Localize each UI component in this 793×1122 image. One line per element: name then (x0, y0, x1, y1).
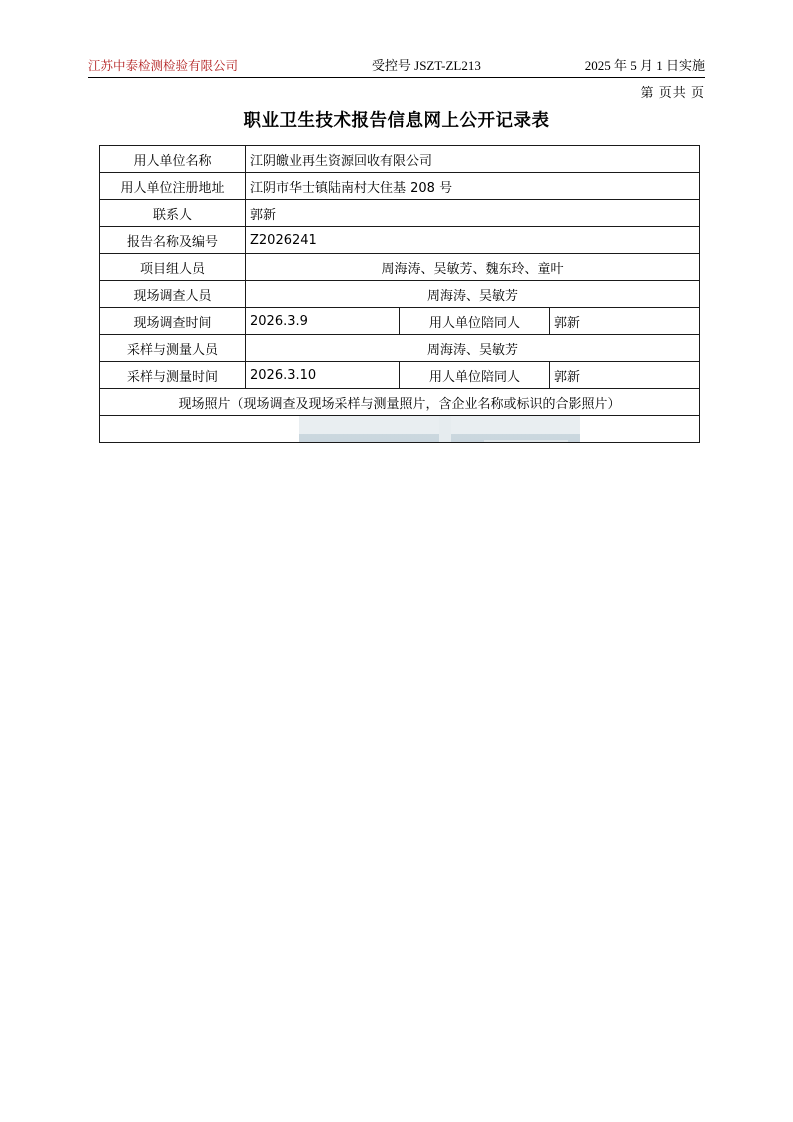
row-value-report-no: Z2026241 (246, 227, 700, 254)
record-table (99, 145, 700, 443)
row-value-sampling-staff: 周海涛、吴敏芳 (246, 335, 700, 362)
table-row (100, 173, 700, 200)
photo-collage (104, 416, 695, 442)
table-row (100, 200, 700, 227)
page-title: 职业卫生技术报告信息网上公开记录表 (243, 111, 550, 131)
table-row (100, 308, 700, 335)
photo-section-header: 现场照片（现场调查及现场采样与测量照片，含企业名称或标识的合影照片） (100, 389, 700, 416)
row-label-sampling-staff: 采样与测量人员 (100, 335, 246, 362)
header-row (88, 55, 705, 78)
row-label-contact: 联系人 (100, 200, 246, 227)
row-value-sampling-accompany: 郭新 (550, 362, 700, 389)
table-row (100, 146, 700, 173)
company-name: 江苏中泰检测检验有限公司 (88, 58, 239, 73)
table-row (100, 227, 700, 254)
table-row (100, 362, 700, 389)
row-label-address: 用人单位注册地址 (100, 173, 246, 200)
row-value-project-team: 周海涛、吴敏芳、魏东玲、童叶 (246, 254, 700, 281)
table-row (100, 335, 700, 362)
table-row (100, 281, 700, 308)
row-label-survey-staff: 现场调查人员 (100, 281, 246, 308)
row-label-project-team: 项目组人员 (100, 254, 246, 281)
row-value-survey-staff: 周海涛、吴敏芳 (246, 281, 700, 308)
page-header (88, 55, 705, 101)
row-label-sampling-time: 采样与测量时间 (100, 362, 246, 389)
photo-cell (100, 416, 700, 443)
row-label-survey-accompany: 用人单位陪同人 (400, 308, 550, 335)
photo-side-grille (484, 440, 568, 442)
row-label-survey-time: 现场调查时间 (100, 308, 246, 335)
control-number: 受控号 JSZT-ZL213 (371, 58, 481, 73)
photo-cab-pillar (439, 416, 451, 442)
row-value-sampling-time: 2026.3.10 (246, 362, 400, 389)
row-label-sampling-accompany: 用人单位陪同人 (400, 362, 550, 389)
row-label-report-no: 报告名称及编号 (100, 227, 246, 254)
page-number-label: 第 页共 页 (640, 85, 705, 100)
row-value-survey-accompany: 郭新 (550, 308, 700, 335)
row-value-address: 江阴市华士镇陆南村大住基 208 号 (246, 173, 700, 200)
row-value-company: 江阴皦业再生资源回收有限公司 (246, 146, 700, 173)
row-value-contact: 郭新 (246, 200, 700, 227)
table-row (100, 389, 700, 416)
row-value-survey-time: 2026.3.9 (246, 308, 400, 335)
table-row (100, 254, 700, 281)
sampling-measurement-photo (299, 416, 580, 442)
table-row-photos (100, 416, 700, 443)
row-label-company: 用人单位名称 (100, 146, 246, 173)
effective-date: 2025 年 5 月 1 日实施 (584, 58, 705, 73)
